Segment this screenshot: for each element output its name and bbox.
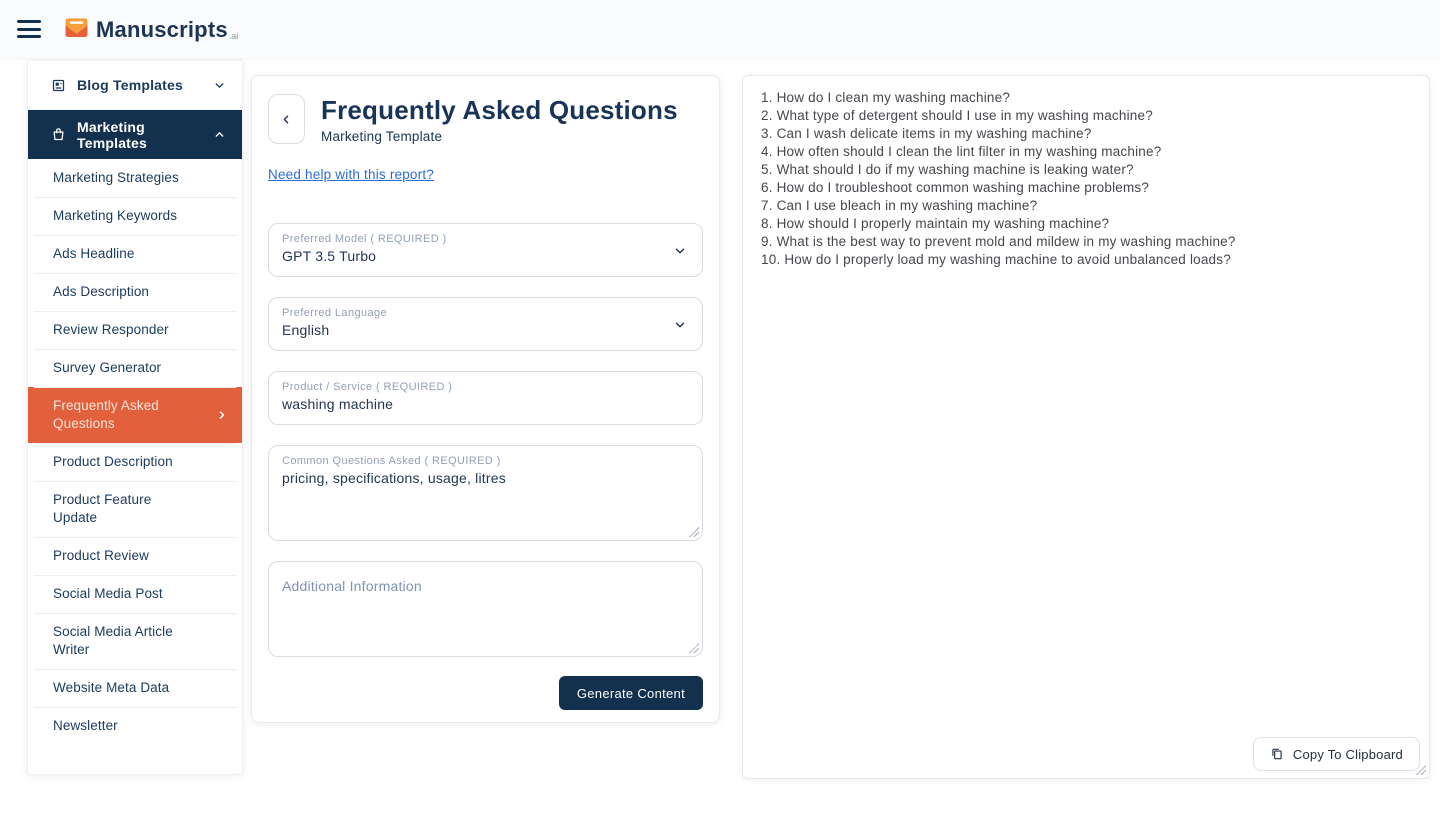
sidebar-item[interactable]	[28, 387, 242, 443]
chevron-down-icon	[673, 318, 687, 332]
sidebar-item[interactable]	[28, 235, 242, 273]
product-service-label: Product / Service ( REQUIRED )	[282, 381, 453, 393]
preferred-language-select[interactable]	[268, 297, 703, 351]
page-subtitle: Marketing Template	[321, 129, 443, 144]
common-questions-textarea[interactable]	[282, 470, 689, 528]
output-line: 9. What is the best way to prevent mold and mildew in my washing machine?	[761, 234, 1236, 249]
sidebar	[27, 60, 243, 775]
resize-handle[interactable]	[689, 527, 699, 537]
output-line: 6. How do I troubleshoot common washing machine problems?	[761, 180, 1150, 195]
sidebar-item-label: Website Meta Data	[53, 680, 170, 695]
generate-content-button[interactable]: Generate Content	[559, 676, 703, 710]
brand-name: Manuscripts	[96, 17, 228, 42]
sidebar-item[interactable]	[28, 159, 242, 197]
form-header	[268, 94, 703, 144]
preferred-language-value: English	[282, 322, 330, 338]
preferred-model-select[interactable]	[268, 223, 703, 277]
product-service-input[interactable]	[282, 396, 689, 412]
sidebar-item[interactable]	[28, 311, 242, 349]
preferred-model-value: GPT 3.5 Turbo	[282, 248, 377, 264]
brand-suffix: .ai	[228, 31, 239, 41]
chevron-right-icon	[216, 409, 228, 421]
output-line: 4. How often should I clean the lint filter in my washing machine?	[761, 144, 1162, 159]
sidebar-section-label: Marketing Templates	[77, 118, 148, 151]
brand-logo[interactable]	[63, 15, 238, 43]
sidebar-item-label: Social Media Post	[53, 586, 163, 601]
chevron-down-icon	[213, 79, 226, 92]
chevron-down-icon	[673, 244, 687, 258]
output-line-list	[743, 76, 1429, 282]
sidebar-item[interactable]	[28, 481, 242, 537]
sidebar-item-label: Survey Generator	[53, 360, 162, 375]
sidebar-item[interactable]	[28, 349, 242, 387]
output-line: 2. What type of detergent should I use in my washing machine?	[761, 108, 1153, 123]
copy-icon	[1270, 747, 1284, 761]
help-link[interactable]: Need help with this report?	[268, 167, 434, 182]
sidebar-item-label: Ads Headline	[53, 246, 135, 261]
sidebar-item-label: Marketing Keywords	[53, 208, 178, 223]
copy-to-clipboard-button[interactable]	[1253, 737, 1420, 771]
sidebar-item-list	[28, 159, 242, 745]
sidebar-item-label: Marketing Strategies	[53, 170, 179, 185]
top-header	[0, 0, 1440, 58]
sidebar-item[interactable]	[28, 575, 242, 613]
sidebar-item[interactable]	[28, 613, 242, 669]
output-line: 3. Can I wash delicate items in my washing machine?	[761, 126, 1092, 141]
output-line: 7. Can I use bleach in my washing machine?	[761, 198, 1038, 213]
sidebar-item-label: Ads Description	[53, 284, 150, 299]
sidebar-item[interactable]	[28, 537, 242, 575]
shopping-bag-icon	[51, 127, 66, 142]
sidebar-item-label: Newsletter	[53, 718, 118, 733]
additional-information-textarea[interactable]	[282, 578, 689, 644]
sidebar-item[interactable]	[28, 273, 242, 311]
generated-output-panel[interactable]	[742, 75, 1430, 779]
manuscripts-logo-icon	[63, 15, 90, 42]
sidebar-item-label: Social Media Article Writer	[53, 624, 173, 657]
sidebar-item-label: Frequently Asked Questions	[53, 398, 159, 431]
sidebar-section-marketing-templates[interactable]	[28, 110, 242, 159]
additional-information-field	[268, 561, 703, 657]
chevron-up-icon	[213, 128, 226, 141]
back-button[interactable]	[268, 94, 305, 144]
blog-icon	[51, 78, 66, 93]
sidebar-item[interactable]	[28, 443, 242, 481]
sidebar-item-label: Product Description	[53, 454, 173, 469]
output-line: 5. What should I do if my washing machine is leaking water?	[761, 162, 1134, 177]
sidebar-item-label: Review Responder	[53, 322, 169, 337]
preferred-language-label: Preferred Language	[282, 307, 388, 319]
sidebar-item-label: Product Feature Update	[53, 492, 152, 525]
sidebar-item-label: Product Review	[53, 548, 149, 563]
preferred-model-label: Preferred Model ( REQUIRED )	[282, 233, 447, 245]
page-title: Frequently Asked Questions	[321, 95, 678, 125]
sidebar-item[interactable]	[28, 669, 242, 707]
sidebar-item[interactable]	[28, 707, 242, 745]
sidebar-section-blog-templates[interactable]	[28, 61, 242, 110]
product-service-field	[268, 371, 703, 425]
copy-button-label: Copy To Clipboard	[1292, 746, 1403, 762]
template-form-panel	[251, 75, 720, 723]
sidebar-item[interactable]	[28, 197, 242, 235]
sidebar-section-label: Blog Templates	[77, 77, 184, 93]
output-line: 8. How should I properly maintain my washing machine?	[761, 216, 1110, 231]
resize-handle[interactable]	[689, 643, 699, 653]
output-line: 1. How do I clean my washing machine?	[761, 90, 1011, 105]
common-questions-field	[268, 445, 703, 541]
output-line: 10. How do I properly load my washing machine to avoid unbalanced loads?	[761, 252, 1231, 267]
common-questions-label: Common Questions Asked ( REQUIRED )	[282, 455, 501, 467]
hamburger-menu-icon[interactable]	[17, 20, 41, 38]
